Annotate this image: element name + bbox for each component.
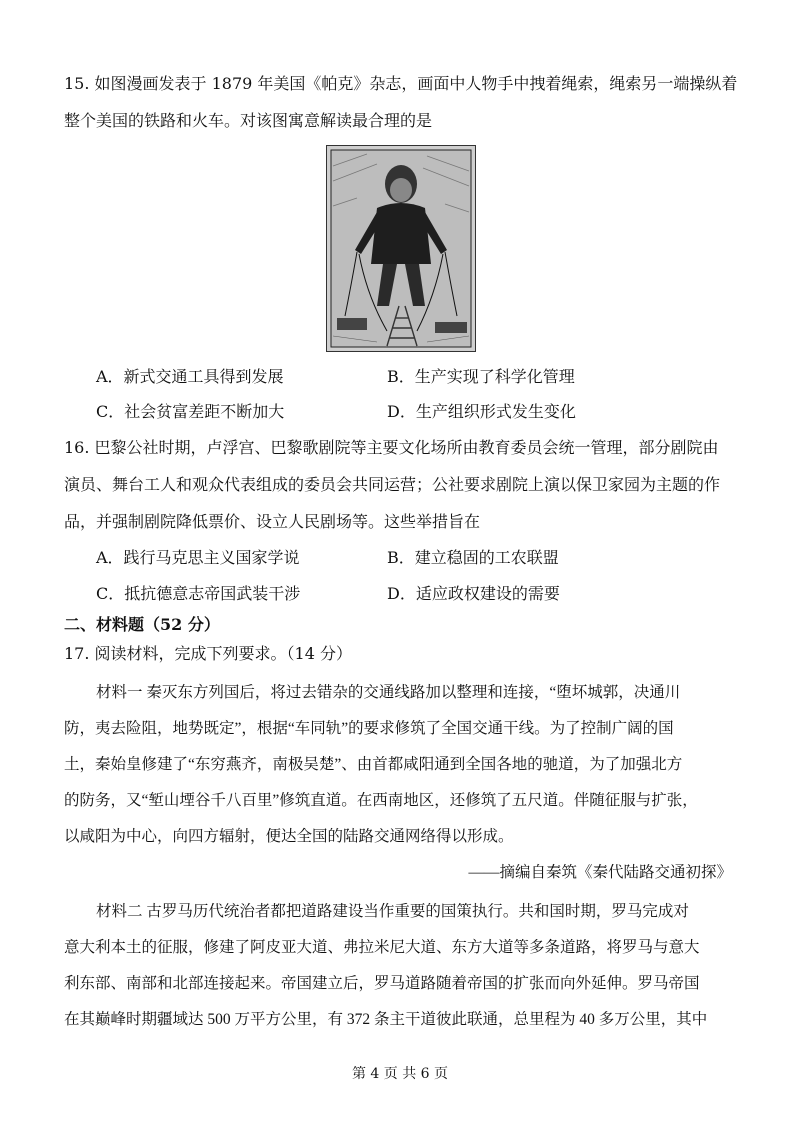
material-2-line-3: 利东部、南部和北部连接起来。帝国建立后，罗马道路随着帝国的扩张而向外延伸。罗马帝国 [64, 975, 700, 992]
q15-stem-line-2: 整个美国的铁路和火车。对该图寓意解读最合理的是 [64, 111, 433, 130]
section-title: 二、材料题（52 分） [64, 615, 220, 634]
q16-option-a: A．践行马克思主义国家学说 [96, 548, 300, 567]
q16-option-d: D．适应政权建设的需要 [387, 584, 560, 603]
q16-option-b: B．建立稳固的工农联盟 [387, 548, 559, 567]
q15-option-c: C．社会贫富差距不断加大 [96, 402, 285, 421]
q16-stem-line-3: 品，并强制剧院降低票价、设立人民剧场等。这些举措旨在 [64, 512, 481, 531]
q15-option-a: A．新式交通工具得到发展 [96, 367, 284, 386]
material-2-line-1: 材料二 古罗马历代统治者都把道路建设当作重要的国策执行。共和国时期，罗马完成对 [96, 903, 689, 920]
q15-stem-line-1: 15. 如图漫画发表于 1879 年美国《帕克》杂志，画面中人物手中拽着绳索，绳索另一端操纵着 [64, 74, 738, 93]
q16-stem-line-2: 演员、舞台工人和观众代表组成的委员会共同运营；公社要求剧院上演以保卫家园为主题的作 [64, 475, 721, 494]
material-1-line-2: 防，夷去险阻，地势既定”，根据“车同轨”的要求修筑了全国交通干线。为了控制广阔的国 [64, 720, 674, 737]
q15-option-b: B．生产实现了科学化管理 [387, 367, 575, 386]
q15-option-d: D．生产组织形式发生变化 [387, 402, 576, 421]
material-1-line-3: 土，秦始皇修建了“东穷燕齐，南极吴楚”、由首都咸阳通到全国各地的驰道，为了加强北方 [64, 756, 683, 773]
q15-cartoon-image [326, 145, 476, 352]
material-1-line-5: 以咸阳为中心，向四方辐射，便达全国的陆路交通网络得以形成。 [64, 828, 514, 845]
material-2-line-4: 在其巅峰时期疆域达 500 万平方公里，有 372 条主干道彼此联通，总里程为 40 多万公里，其中 [64, 1011, 708, 1028]
material-1-line-4: 的防务，又“堑山堙谷千八百里”修筑直道。在西南地区，还修筑了五尺道。伴随征服与扩张， [64, 792, 698, 809]
material-1-source: ——摘编自秦筑《秦代陆路交通初探》 [468, 864, 732, 881]
material-2-line-2: 意大利本土的征服，修建了阿皮亚大道、弗拉米尼大道、东方大道等多条道路，将罗马与意大 [64, 939, 700, 956]
q16-option-c: C．抵抗德意志帝国武装干涉 [96, 584, 301, 603]
q16-stem-line-1: 16. 巴黎公社时期，卢浮宫、巴黎歌剧院等主要文化场所由教育委员会统一管理，部分剧院由 [64, 438, 719, 457]
q17-prompt: 17. 阅读材料，完成下列要求。（14 分） [64, 644, 352, 663]
material-1-line-1: 材料一 秦灭东方列国后，将过去错杂的交通线路加以整理和连接，“堕坏城郭，决通川 [96, 684, 681, 701]
page-number: 第 4 页 共 6 页 [351, 1066, 449, 1082]
